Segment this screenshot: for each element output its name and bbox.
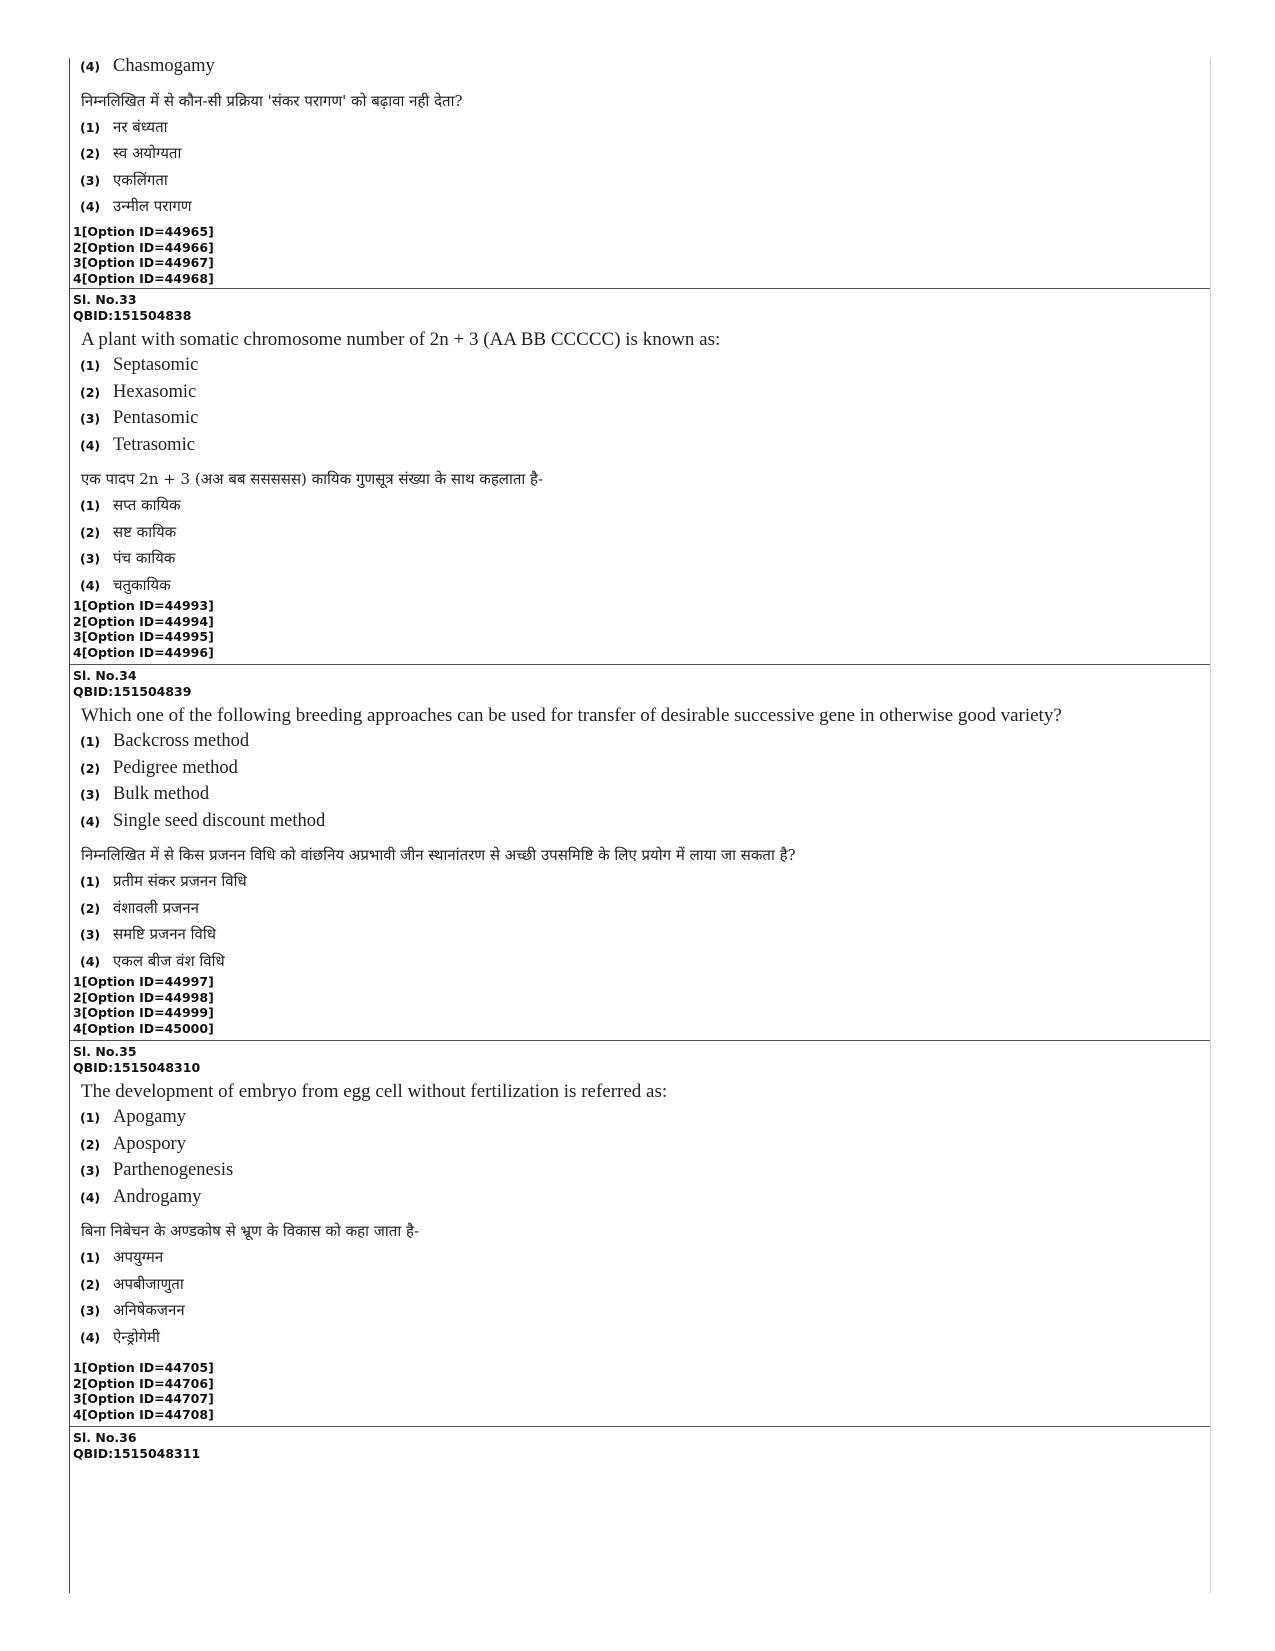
option-number: (3)	[80, 411, 101, 426]
option-id-line: 2[Option ID=44994]	[73, 613, 214, 629]
option-id-line: 3[Option ID=44999]	[73, 1005, 214, 1020]
hindi-option-2	[80, 1274, 1210, 1301]
english-option-3	[80, 1160, 1210, 1187]
option-ids	[73, 974, 214, 1036]
question-paper-page	[69, 58, 1211, 1593]
option-number: (3)	[80, 787, 101, 802]
option-number: (1)	[80, 1110, 101, 1125]
option-text: Chasmogamy	[113, 56, 215, 76]
option-text: वंशावली प्रजनन	[113, 898, 199, 917]
option-text: अपबीजाणुता	[113, 1274, 184, 1293]
option-id-line: 1[Option ID=44997]	[73, 974, 214, 989]
hindi-option-4	[80, 1327, 1210, 1354]
option-number: (2)	[80, 900, 101, 916]
option-number: (1)	[80, 734, 101, 749]
hindi-question-text: निम्नलिखित में से कौन-सी प्रक्रिया 'संकर परागण' को बढ़ावा नही देता?	[81, 91, 463, 110]
option-number: (2)	[80, 524, 101, 540]
english-option-1	[80, 1107, 1210, 1134]
hindi-option-3	[80, 1300, 1210, 1327]
english-option-2	[80, 382, 1210, 409]
hindi-option-2	[80, 898, 1210, 925]
question-block-36	[70, 1426, 1210, 1591]
option-text: ऐन्ड्रोगेमी	[113, 1327, 160, 1346]
option-id-line: 2[Option ID=44998]	[73, 989, 214, 1005]
english-question-text: A plant with somatic chromosome number of 2n + 3 (AA BB CCCCC) is known as:	[81, 329, 721, 350]
option-number: (1)	[80, 1250, 101, 1265]
option-text: Septasomic	[113, 355, 199, 375]
option-id-line: 3[Option ID=44995]	[73, 629, 214, 644]
option-text: Apospory	[113, 1133, 186, 1154]
option-text: नर बंध्यता	[113, 117, 168, 136]
option-text: Bulk method	[113, 784, 210, 804]
option-number: (4)	[80, 437, 101, 453]
english-option-2	[80, 1134, 1210, 1161]
english-option-2	[80, 758, 1210, 785]
hindi-option-1	[80, 1247, 1210, 1274]
english-option-4	[80, 56, 1210, 83]
option-number: (4)	[80, 813, 101, 829]
option-number: (2)	[80, 1136, 101, 1152]
serial-number: Sl. No.36	[73, 1430, 137, 1445]
option-text: चतुकायिक	[113, 575, 171, 594]
option-id-line: 1[Option ID=44705]	[73, 1360, 214, 1375]
option-text: Apogamy	[113, 1107, 186, 1127]
option-number: (1)	[80, 358, 101, 373]
qbid: QBID:151504839	[73, 683, 192, 699]
hindi-option-2	[80, 143, 1210, 170]
english-option-3	[80, 784, 1210, 811]
option-number: (3)	[80, 927, 101, 942]
option-number: (4)	[80, 199, 101, 214]
option-text: उन्मील परागण	[113, 197, 192, 215]
option-text: एकल बीज वंश विधि	[113, 951, 225, 970]
english-option-1	[80, 355, 1210, 382]
option-text: प्रतीम संकर प्रजनन विधि	[113, 872, 247, 890]
option-ids	[73, 224, 214, 286]
option-text: Androgamy	[113, 1186, 202, 1207]
question-block-33	[70, 288, 1210, 664]
option-id-line: 1[Option ID=44993]	[73, 598, 214, 613]
option-number: (4)	[80, 577, 101, 593]
hindi-question-text: एक पादप 2n + 3 (अअ बब ससससस) कायिक गुणसूत्र संख्या के साथ कहलाता है-	[81, 470, 544, 488]
option-number: (4)	[80, 953, 101, 969]
qbid: QBID:151504838	[73, 307, 192, 323]
hindi-question-text: बिना निबेचन के अण्डकोष से भ्रूण के विकास को कहा जाता है-	[81, 1222, 420, 1240]
option-ids	[73, 598, 214, 660]
option-text: अनिषेकजनन	[113, 1301, 185, 1319]
option-text: पंच कायिक	[113, 549, 176, 567]
hindi-option-3	[80, 170, 1210, 197]
option-number: (3)	[80, 1303, 101, 1318]
option-text: Parthenogenesis	[113, 1160, 234, 1180]
question-block-34	[70, 664, 1210, 1040]
option-number: (1)	[80, 498, 101, 513]
option-id-line: 4[Option ID=45000]	[73, 1020, 214, 1036]
option-text: अपयुग्मन	[113, 1248, 164, 1266]
english-option-4	[80, 435, 1210, 462]
option-number: (1)	[80, 874, 101, 889]
option-number: (2)	[80, 384, 101, 400]
option-text: सष्ट कायिक	[113, 522, 177, 541]
option-number: (2)	[80, 760, 101, 776]
option-id-line: 2[Option ID=44966]	[73, 239, 214, 255]
hindi-option-1	[80, 117, 1210, 144]
option-text: Pedigree method	[113, 757, 238, 778]
hindi-option-3	[80, 548, 1210, 575]
option-number: (1)	[80, 119, 101, 135]
option-number: (4)	[80, 1329, 101, 1345]
option-text: सप्त कायिक	[113, 496, 181, 514]
english-option-1	[80, 731, 1210, 758]
english-option-4	[80, 1187, 1210, 1214]
hindi-option-4	[80, 575, 1210, 602]
option-number: (3)	[80, 172, 101, 188]
english-question-text: The development of embryo from egg cell without fertilization is referred as:	[81, 1081, 668, 1102]
serial-number: Sl. No.34	[73, 668, 137, 683]
option-text: Tetrasomic	[113, 434, 195, 455]
option-text: समष्टि प्रजनन विधि	[113, 925, 216, 943]
english-question-text: Which one of the following breeding approaches can be used for transfer of desirable successive gene in otherwise good variety?	[81, 705, 1062, 726]
question-block-35	[70, 1040, 1210, 1426]
option-ids	[73, 1360, 214, 1422]
option-id-line: 2[Option ID=44706]	[73, 1375, 214, 1391]
option-number: (2)	[80, 146, 101, 161]
option-id-line: 4[Option ID=44996]	[73, 644, 214, 660]
hindi-option-3	[80, 924, 1210, 951]
hindi-question-text: निम्नलिखित में से किस प्रजनन विधि को वांछनिय अप्रभावी जीन स्थानांतरण से अच्छी उपसमिष्टि के लिए प्रयोग में लाया जा सकता है?	[81, 846, 796, 864]
serial-number: Sl. No.33	[73, 292, 137, 307]
qbid: QBID:1515048311	[73, 1445, 201, 1461]
option-number: (4)	[80, 1189, 101, 1205]
option-id-line: 4[Option ID=44708]	[73, 1406, 214, 1422]
option-id-line: 3[Option ID=44707]	[73, 1391, 214, 1406]
hindi-option-1	[80, 871, 1210, 898]
option-text: एकलिंगता	[113, 170, 168, 189]
option-number: (4)	[80, 59, 101, 74]
serial-number: Sl. No.35	[73, 1044, 137, 1059]
option-number: (2)	[80, 1276, 101, 1292]
option-text: Backcross method	[113, 731, 250, 751]
option-id-line: 3[Option ID=44967]	[73, 255, 214, 270]
english-option-3	[80, 408, 1210, 435]
hindi-option-2	[80, 522, 1210, 549]
hindi-option-1	[80, 495, 1210, 522]
hindi-option-4	[80, 196, 1210, 223]
question-block-32-continued	[70, 56, 1210, 288]
option-text: Pentasomic	[113, 408, 199, 428]
option-number: (3)	[80, 551, 101, 566]
option-number: (3)	[80, 1163, 101, 1178]
option-text: Single seed discount method	[113, 810, 326, 831]
hindi-option-4	[80, 951, 1210, 978]
option-text: स्व अयोग्यता	[113, 144, 182, 162]
option-text: Hexasomic	[113, 381, 197, 402]
english-option-4	[80, 811, 1210, 838]
option-id-line: 1[Option ID=44965]	[73, 224, 214, 239]
qbid: QBID:1515048310	[73, 1059, 201, 1075]
option-id-line: 4[Option ID=44968]	[73, 270, 214, 286]
